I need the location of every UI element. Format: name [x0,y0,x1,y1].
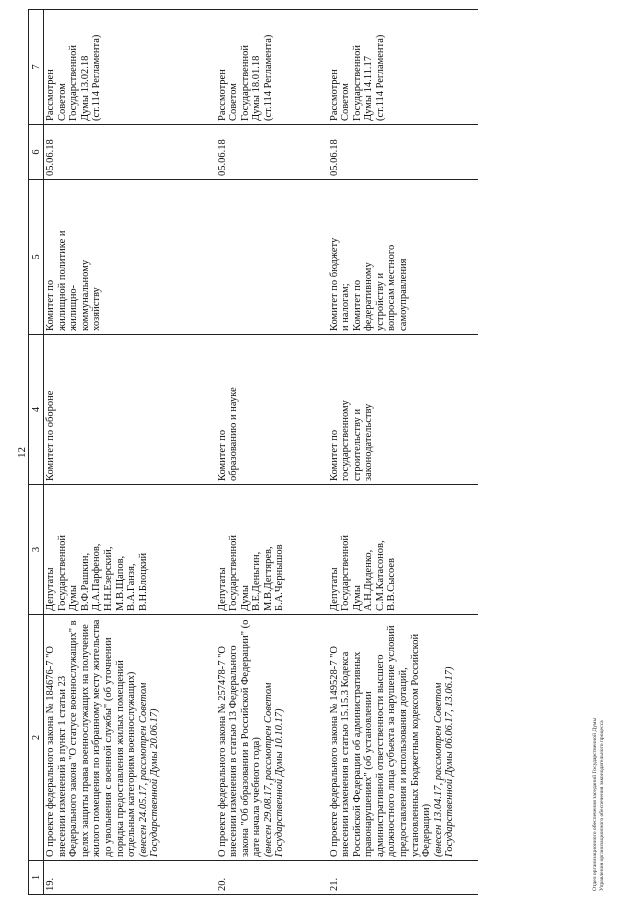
authors-cell: Депутаты Государственной Думы В.Е.Деньгин, М.В.Дегтярев, Б.А.Чернышов [216,485,328,615]
col-header-6: 6 [29,125,44,180]
col-header-7: 7 [29,10,44,125]
co-committee-cell [216,180,328,335]
co-committee-cell: Комитет по бюджету и налогам; Комитет по федеративному устройству и вопросам местного самоуправления [328,180,478,335]
date-cell: 05.06.18 [44,125,216,180]
page-footer [592,718,606,891]
header-row [29,10,44,895]
table-row [328,10,478,895]
row-number: 21. [328,861,478,895]
co-committee-cell: Комитет по жилищной политике и жилищно- коммунальному хозяйству [44,180,216,335]
status-cell: Рассмотрен Советом Государственной Думы 18.01.18 (ст.114 Регламента) [216,10,328,125]
committee-cell: Комитет по обороне [44,335,216,485]
bill-note: (внесен 13.04.17, рассмотрен Советом Государственной Думы 06.06.17, 13.06.17) [432,666,456,857]
bill-note: (внесен 29.08.17, рассмотрен Советом Государственной Думы 10.10.17) [262,682,286,857]
authors-cell: Депутаты Государственной Думы А.Н.Диденко, С.М.Катасонов, В.В.Сысоев [328,485,478,615]
footer-line-1: Отдел организационного обеспечения заседаний Государственной Думы [592,717,598,891]
date-cell: 05.06.18 [328,125,478,180]
bill-title-cell [44,615,216,861]
col-header-2: 2 [29,615,44,861]
bill-title-cell [216,615,328,861]
committee-cell: Комитет по государственному строительству и законодательству [328,335,478,485]
footer-line-2: Управления организационного обеспечения законодательного процесса [599,720,605,891]
table-row [44,10,216,895]
page-number: 12 [16,447,28,458]
bills-table [28,9,478,895]
date-cell: 05.06.18 [216,125,328,180]
col-header-3: 3 [29,485,44,615]
bill-title-cell [328,615,478,861]
bill-note: (внесен 24.05.17, рассмотрен Советом Государственной Думы 20.06.17) [137,682,161,857]
committee-cell: Комитет по образованию и науке [216,335,328,485]
status-cell: Рассмотрен Советом Государственной Думы 13.02.18 (ст.114 Регламента) [44,10,216,125]
col-header-4: 4 [29,335,44,485]
row-number: 20. [216,861,328,895]
status-cell: Рассмотрен Советом Государственной Думы 14.11.17 (ст.114 Регламента) [328,10,478,125]
bill-title: О проекте федерального закона № 184676-7 "О внесении изменений в пункт 1 статьи 23 Федерального закона "О статусе военнослужащих" в целях защиты права военнослужащих на получение жилого помещения по избранному месту жительства до увольнения с военной службы" (об уточнении порядка предоставления жилых помещений отдельным категориям военнослужащих) [45,619,138,857]
table-row [216,10,328,895]
bill-title: О проекте федерального закона № 149528-7 "О внесении изменения в статью 15.15.3 Кодекса Российской Федерации об административных правонарушениях" (об установлении административной ответственности высшего должностного лица субъекта за нарушение условий предоставления и использования дотаций, установленных Бюджетным кодексом Российской Федерации) [328,625,433,857]
bill-title: О проекте федерального закона № 257478-7 "О внесении изменения в статью 13 Федерального закона "Об образовании в Российской Федерации" (о дате начала учебного года) [216,619,263,857]
col-header-1: 1 [29,861,44,895]
row-number: 19. [44,861,216,895]
authors-cell: Депутаты Государственной Думы В.Ф.Рашкин, Д.А.Парфенов, Н.Н.Езерский, М.В.Щапов, В.А.Ганзя, В.Н.Блоцкий [44,485,216,615]
col-header-5: 5 [29,180,44,335]
